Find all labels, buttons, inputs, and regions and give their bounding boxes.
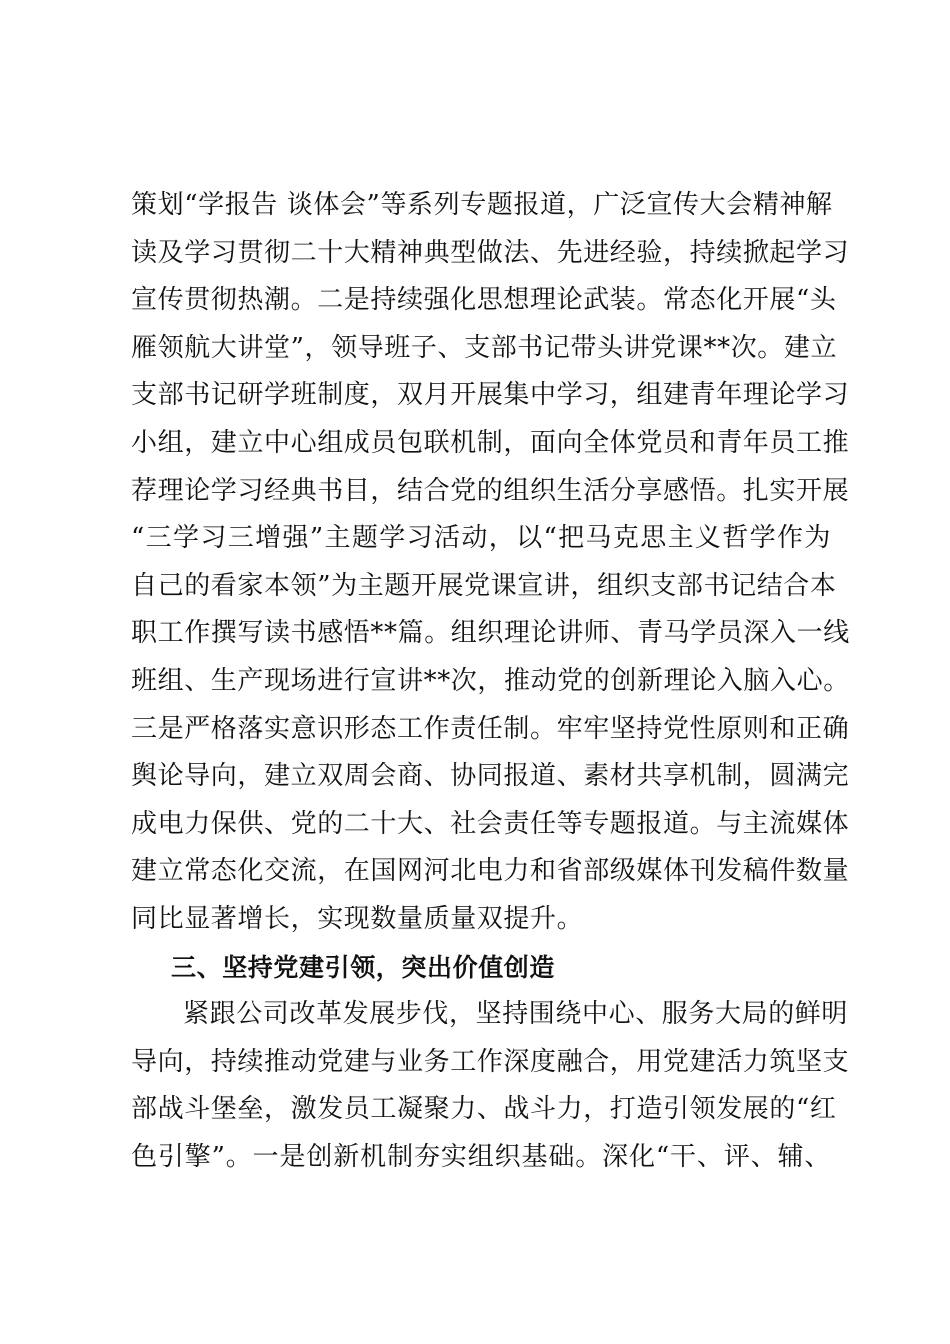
text-line: 雁领航大讲堂”，领导班子、支部书记带头讲党课**次。建立 [131,332,838,363]
text-line: 小组，建立中心组成员包联机制，面向全体党员和青年员工推 [131,427,850,458]
text-line: 建立常态化交流，在国网河北电力和省部级媒体刊发稿件数量 [131,856,850,887]
text-line: 成电力保供、党的二十大、社会责任等专题报道。与主流媒体 [131,808,850,839]
text-line: 宣传贯彻热潮。二是持续强化思想理论武装。常态化开展“头 [131,285,837,316]
text-line: 荐理论学习经典书目，结合党的组织生活分享感悟。扎实开展 [131,475,850,506]
section-heading: 三、坚持党建引领，突出价值创造 [171,952,556,982]
text-line: “三学习三增强”主题学习活动，以“把马克思主义哲学作为 [131,523,831,554]
text-line: 读及学习贯彻二十大精神典型做法、先进经验，持续掀起学习 [131,237,850,268]
text-line: 同比显著增长，实现数量质量双提升。 [131,903,584,934]
text-line: 部战斗堡垒，激发员工凝聚力、战斗力，打造引领发展的“红 [131,1094,837,1125]
text-line: 策划“学报告 谈体会”等系列专题报道，广泛宣传大会精神解 [131,190,833,220]
text-line: 色引擎”。一是创新机制夯实组织基础。深化“干、评、辅、 [131,1141,831,1172]
paragraph-1 [131,182,850,944]
text-line: 紧跟公司改革发展步伐，坚持围绕中心、服务大局的鲜明 [183,999,849,1030]
text-line: 导向，持续推动党建与业务工作深度融合，用党建活力筑坚支 [131,1046,850,1077]
text-line: 班组、生产现场进行宣讲**次，推动党的创新理论入脑入心。 [131,665,850,696]
text-line: 三是严格落实意识形态工作责任制。牢牢坚持党性原则和正确 [131,713,850,744]
document-body [131,182,850,1181]
paragraph-2 [131,991,850,1181]
text-line: 支部书记研学班制度，双月开展集中学习，组建青年理论学习 [131,380,850,411]
text-line: 职工作撰写读书感悟**篇。组织理论讲师、青马学员深入一线 [131,618,850,649]
text-line: 自己的看家本领”为主题开展党课宣讲，组织支部书记结合本 [131,570,837,601]
text-line: 舆论导向，建立双周会商、协同报道、素材共享机制，圆满完 [131,761,850,792]
